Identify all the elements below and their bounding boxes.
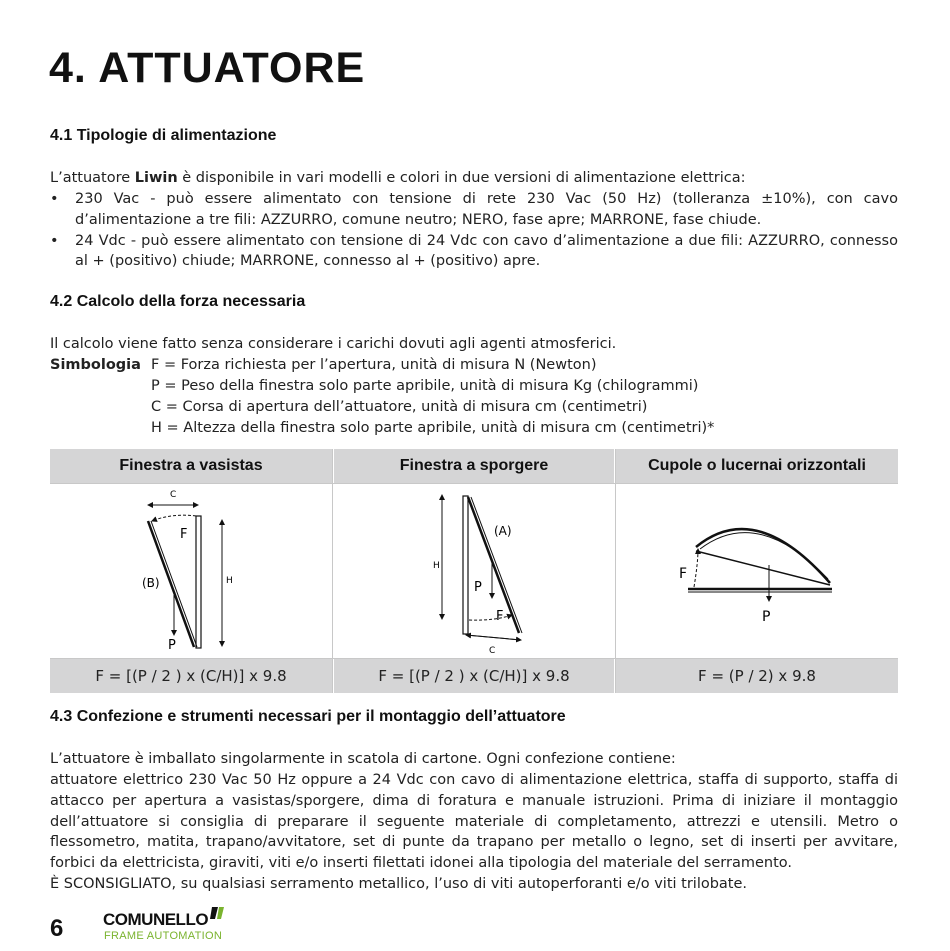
bullet-icon: • (50, 191, 59, 207)
fig1-label-p: P (168, 638, 176, 653)
formula-vasistas: F = [(P / 2 ) x (C/H)] x 9.8 (50, 659, 332, 693)
force-table (50, 449, 898, 693)
fig2-label-f: F (496, 609, 504, 624)
fig1-label-b: (B) (142, 576, 160, 590)
formula-sporgere: F = [(P / 2 ) x (C/H)] x 9.8 (334, 659, 614, 693)
page-title: 4. ATTUATORE (49, 44, 366, 92)
bullet-list (50, 189, 898, 272)
fig3-label-p: P (762, 609, 771, 625)
fig2-label-h: H (433, 561, 440, 571)
page-number: 6 (50, 915, 64, 942)
section-heading-4-1: 4.1 Tipologie di alimentazione (50, 127, 277, 144)
intro-text-rest: è disponibile in vari modelli e colori in due versioni di alimentazione elettrica: (177, 170, 746, 186)
symbol-h: H = Altezza della finestra solo parte apribile, unità di misura cm (centimetri)* (151, 420, 715, 436)
symbols-label: Simbologia (50, 357, 141, 373)
fig3-label-f: F (679, 566, 688, 582)
section-3-warning: È SCONSIGLIATO, su qualsiasi serramento metallico, l’uso di viti autoperforanti e/o viti trilobate. (50, 876, 748, 892)
section-1-intro (50, 168, 900, 189)
table-divider (332, 449, 333, 693)
section-3-paragraph: attuatore elettrico 230 Vac 50 Hz oppure a 24 Vdc con cavo di alimentazione elettrica, staffa di supporto, staffa di attacco per apertura a vasistas/sporgere, dima di foratura e manuale istruzioni. Prima di iniziare il montaggio dell’attuatore si consiglia di preparare il seguente materiale di completamento, attrezzi e utensili. Metro o flessometro, matita, trapano/avvitatore, set di punte da trapano per metallo o legno, set di inserti per avvitare, forbici da elettricista, giraviti, viti e/o inserti filettati idonei alla tipologia del materiale del serramento. (50, 772, 898, 872)
figure-vasistas (50, 483, 332, 659)
logo-mark-icon (210, 905, 224, 921)
bullet-text: 230 Vac - può essere alimentato con tensione di rete 230 Vac (50 Hz) (tolleranza ±10%), con cavo d’alimentazione a tre fili: AZZURRO, comune neutro; NERO, fase apre; MARRONE, fase chiude. (75, 191, 898, 228)
formula-cupole: F = (P / 2) x 9.8 (616, 659, 898, 693)
symbol-f: F = Forza richiesta per l’apertura, unità di misura N (Newton) (151, 357, 597, 373)
table-header-sporgere: Finestra a sporgere (334, 449, 614, 483)
fig1-label-f: F (180, 527, 188, 542)
section-2-intro: Il calcolo viene fatto senza considerare i carichi dovuti agli agenti atmosferici. (50, 336, 617, 352)
table-header-vasistas: Finestra a vasistas (50, 449, 332, 483)
logo-subtitle: FRAME AUTOMATION (104, 930, 223, 942)
list-item (50, 231, 898, 273)
section-3-line1: L’attuatore è imballato singolarmente in scatola di cartone. Ogni confezione contiene: (50, 751, 676, 767)
bullet-text: 24 Vdc - può essere alimentato con tensione di 24 Vdc con cavo d’alimentazione a due fili: AZZURRO, connesso al + (positivo) chiude; MARRONE, connesso al + (positivo) apre. (75, 232, 898, 270)
symbol-p: P = Peso della finestra solo parte apribile, unità di misura Kg (chilogrammi) (151, 378, 699, 394)
table-divider (615, 449, 616, 693)
fig2-label-c: C (489, 646, 496, 656)
list-item (50, 189, 898, 231)
intro-text: L’attuatore (50, 170, 135, 186)
fig2-label-a: (A) (494, 524, 512, 538)
bullet-icon: • (50, 232, 59, 249)
section-heading-4-3: 4.3 Confezione e strumenti necessari per il montaggio dell’attuatore (50, 708, 566, 725)
table-header-cupole: Cupole o lucernai orizzontali (616, 449, 898, 483)
logo-name: COMUNELLO (103, 910, 209, 929)
fig1-label-h: H (226, 576, 233, 586)
section-heading-4-2: 4.2 Calcolo della forza necessaria (50, 293, 306, 310)
figure-cupole (616, 483, 898, 659)
figure-sporgere (334, 483, 614, 659)
symbol-c: C = Corsa di apertura dell’attuatore, unità di misura cm (centimetri) (151, 399, 648, 415)
fig1-label-c: C (170, 490, 177, 500)
symbols-block (50, 355, 900, 439)
fig2-label-p: P (474, 580, 482, 595)
product-name: Liwin (134, 170, 178, 186)
